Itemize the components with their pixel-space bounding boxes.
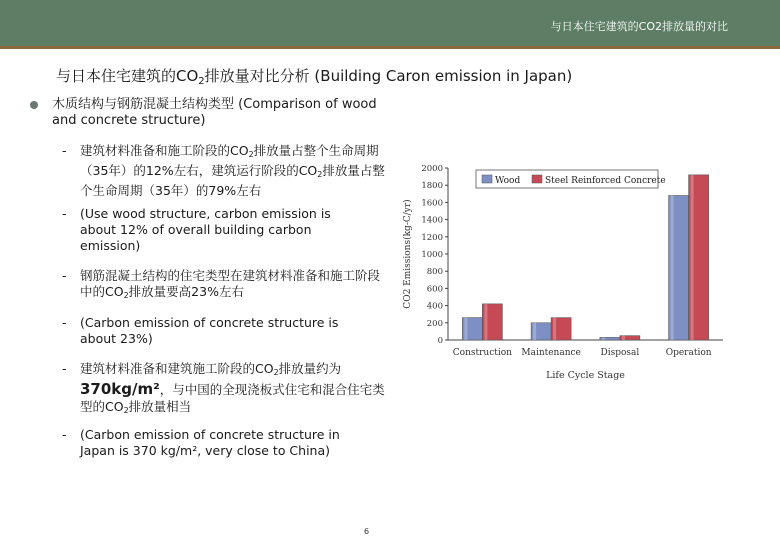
legend-label-wood: Wood (495, 176, 521, 186)
bar-highlight (484, 304, 487, 340)
y-tick-label: 600 (426, 284, 443, 295)
co2-bar-chart (398, 160, 728, 385)
page-number: 6 (364, 527, 370, 536)
y-tick-label: 1000 (421, 250, 443, 260)
legend-label-concrete: Steel Reinforced Concrete (545, 176, 666, 186)
dash-icon: - (62, 268, 67, 283)
slide-title: 与日本住宅建筑的$CO_2$排放量对比分析 (Building Caron emission in Japan) (56, 67, 573, 87)
sub-item-4: - (Carbon emission of concrete structure is about 23%) (62, 315, 339, 346)
header-divider (0, 46, 780, 49)
dash-icon: - (62, 361, 67, 376)
sub-item-6: - (Carbon emission of concrete structure in Japan is 370 kg/m², very close to China) (62, 427, 340, 458)
y-tick-label: 1800 (421, 181, 443, 192)
dash-icon: - (62, 315, 67, 330)
sub-item-3: - 钢筋混凝土结构的住宅类型在建筑材料准备和施工阶段中的$CO_2$排放量要高23%左右 (62, 268, 381, 300)
bar-highlight (691, 175, 694, 340)
bullet-heading: 木质结构与钢筋混凝土结构类型 (Comparison of wood and concrete structure) (52, 97, 377, 128)
bullet-icon (30, 101, 38, 109)
bar-highlight (622, 336, 625, 340)
bar-highlight (464, 318, 467, 340)
x-tick-label: Operation (665, 348, 712, 358)
y-tick-label: 2000 (421, 164, 443, 174)
y-tick-label: 1400 (421, 215, 443, 226)
bar-highlight (671, 196, 674, 340)
bar-highlight (533, 323, 536, 340)
bar-highlight (602, 337, 605, 340)
y-tick-label: 400 (426, 301, 443, 312)
y-tick-label: 1600 (421, 198, 443, 209)
sub-item-2: - (Use wood structure, carbon emission is about 12% of overall building carbon emission) (62, 206, 331, 253)
sub-item-5: - 建筑材料准备和建筑施工阶段的$CO_2$排放量约为 370kg/m²，与中国的全现浇板式住宅和混合住宅类型的$CO_2$排放量相当 (62, 361, 385, 415)
x-axis-label: Life Cycle Stage (546, 370, 625, 381)
y-tick-label: 0 (437, 336, 443, 346)
legend-swatch-wood (482, 175, 492, 183)
dash-icon: - (62, 143, 67, 158)
dash-icon: - (62, 427, 67, 442)
dash-icon: - (62, 206, 67, 221)
legend-swatch-concrete (532, 175, 542, 183)
y-axis-label: CO2 Emissions(kg-C/yr) (403, 199, 413, 309)
header-title: 与日本住宅建筑的CO2排放量的对比 (550, 20, 728, 33)
y-tick-label: 800 (426, 267, 443, 278)
x-tick-label: Disposal (600, 348, 640, 358)
x-tick-label: Construction (452, 348, 512, 358)
y-tick-label: 200 (426, 318, 443, 329)
y-tick-label: 1200 (421, 232, 443, 243)
sub-item-1: - 建筑材料准备和施工阶段的$CO_2$排放量占整个生命周期（35年）的12%左右，建筑运行阶段的$CO_2$排放量占整个生命周期（35年）的79%左右 (62, 143, 385, 198)
bar-highlight (553, 318, 556, 340)
x-tick-label: Maintenance (521, 348, 581, 358)
